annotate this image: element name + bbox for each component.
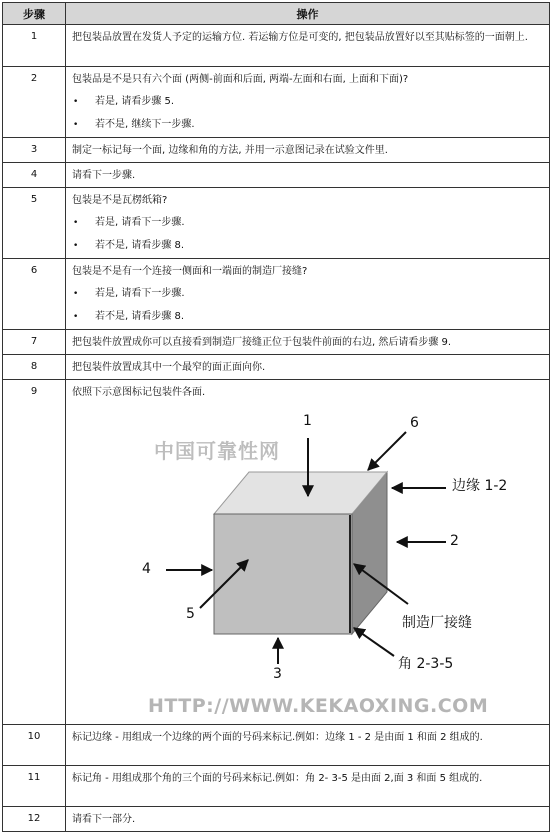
bullet: • bbox=[73, 241, 79, 251]
table-row bbox=[3, 163, 550, 188]
arrow-face-6 bbox=[368, 432, 406, 470]
label-face-3: 3 bbox=[273, 666, 282, 682]
step-number: 12 bbox=[3, 807, 66, 832]
bullet: • bbox=[73, 120, 79, 130]
label-corner: 角 2-3-5 bbox=[398, 656, 454, 672]
watermark-cn: 中国可靠性网 bbox=[154, 439, 280, 463]
table-row bbox=[3, 67, 550, 138]
step-text: 包装品是不是只有六个面 (两侧-前面和后面, 两端-左面和右面, 上面和下面)? bbox=[72, 74, 409, 85]
step-text: 把包装件放置成其中一个最窄的面正面向你. bbox=[66, 355, 550, 380]
step-cell bbox=[66, 380, 550, 725]
bullet: • bbox=[73, 218, 79, 228]
list-item bbox=[72, 309, 543, 325]
list-item bbox=[72, 215, 543, 231]
list-item bbox=[72, 117, 543, 133]
table-row bbox=[3, 725, 550, 766]
step-cell bbox=[66, 259, 550, 330]
label-face-1: 1 bbox=[303, 413, 312, 429]
step-text: 把包装件放置成你可以直接看到制造厂接缝正位于包装件前面的右边, 然后请看步骤 9. bbox=[66, 330, 550, 355]
step-number: 10 bbox=[3, 725, 66, 766]
step-number: 2 bbox=[3, 67, 66, 138]
table-row bbox=[3, 25, 550, 67]
table-row bbox=[3, 807, 550, 832]
step-text: 包装是不是有一个连接一侧面和一端面的制造厂接缝? bbox=[72, 266, 308, 277]
watermark-url: HTTP://WWW.KEKAOXING.COM bbox=[148, 695, 489, 717]
step-number: 6 bbox=[3, 259, 66, 330]
list-item bbox=[72, 238, 543, 254]
label-seam: 制造厂接缝 bbox=[402, 615, 472, 631]
step-text: 请看下一部分. bbox=[66, 807, 550, 832]
step-text: 标记边缘 - 用组成一个边缘的两个面的号码来标记.例如：边缘 1 - 2 是由面 1 和面 2 组成的. bbox=[66, 725, 550, 766]
header-operation: 操作 bbox=[66, 3, 550, 25]
step-cell bbox=[66, 188, 550, 259]
step-number: 3 bbox=[3, 138, 66, 163]
table-row bbox=[3, 330, 550, 355]
label-face-4: 4 bbox=[142, 561, 151, 577]
bullet-text: 若不是, 继续下一步骤. bbox=[95, 119, 195, 130]
label-edge: 边缘 1-2 bbox=[452, 478, 508, 494]
table-row bbox=[3, 259, 550, 330]
list-item bbox=[72, 286, 543, 302]
table-row bbox=[3, 766, 550, 807]
step-text: 包装是不是瓦楞纸箱? bbox=[72, 195, 168, 206]
step-number: 4 bbox=[3, 163, 66, 188]
bullet: • bbox=[73, 97, 79, 107]
table-row bbox=[3, 380, 550, 725]
step-number: 5 bbox=[3, 188, 66, 259]
label-face-2: 2 bbox=[450, 533, 459, 549]
step-text: 请看下一步骤. bbox=[66, 163, 550, 188]
step-number: 7 bbox=[3, 330, 66, 355]
step-number: 8 bbox=[3, 355, 66, 380]
step-text: 依照下示意图标记包装件各面. bbox=[72, 387, 206, 398]
step-number: 1 bbox=[3, 25, 66, 67]
table-row bbox=[3, 138, 550, 163]
bullet-text: 若不是, 请看步骤 8. bbox=[95, 240, 185, 251]
bullet-text: 若是, 请看下一步骤. bbox=[95, 288, 185, 299]
box-diagram bbox=[72, 402, 542, 720]
label-face-5: 5 bbox=[186, 606, 195, 622]
label-face-6: 6 bbox=[410, 415, 419, 431]
header-step: 步骤 bbox=[3, 3, 66, 25]
step-number: 9 bbox=[3, 380, 66, 725]
list-item bbox=[72, 94, 543, 110]
step-number: 11 bbox=[3, 766, 66, 807]
arrow-corner bbox=[354, 628, 394, 656]
bullet-text: 若是, 请看步骤 5. bbox=[95, 96, 175, 107]
step-text: 把包装品放置在发货人予定的运输方位. 若运输方位是可变的, 把包装品放置好以至其贴标签的一面朝上. bbox=[66, 25, 550, 67]
step-text: 制定一标记每一个面, 边缘和角的方法, 并用一示意图记录在试验文件里. bbox=[66, 138, 550, 163]
bullet-text: 若是, 请看下一步骤. bbox=[95, 217, 185, 228]
bullet-text: 若不是, 请看步骤 8. bbox=[95, 311, 185, 322]
step-cell bbox=[66, 67, 550, 138]
table-row bbox=[3, 355, 550, 380]
table-header-row bbox=[3, 3, 550, 25]
steps-table bbox=[2, 2, 550, 832]
table-row bbox=[3, 188, 550, 259]
bullet: • bbox=[73, 312, 79, 322]
step-text: 标记角 - 用组成那个角的三个面的号码来标记.例如：角 2- 3-5 是由面 2,面 3 和面 5 组成的. bbox=[66, 766, 550, 807]
bullet: • bbox=[73, 289, 79, 299]
